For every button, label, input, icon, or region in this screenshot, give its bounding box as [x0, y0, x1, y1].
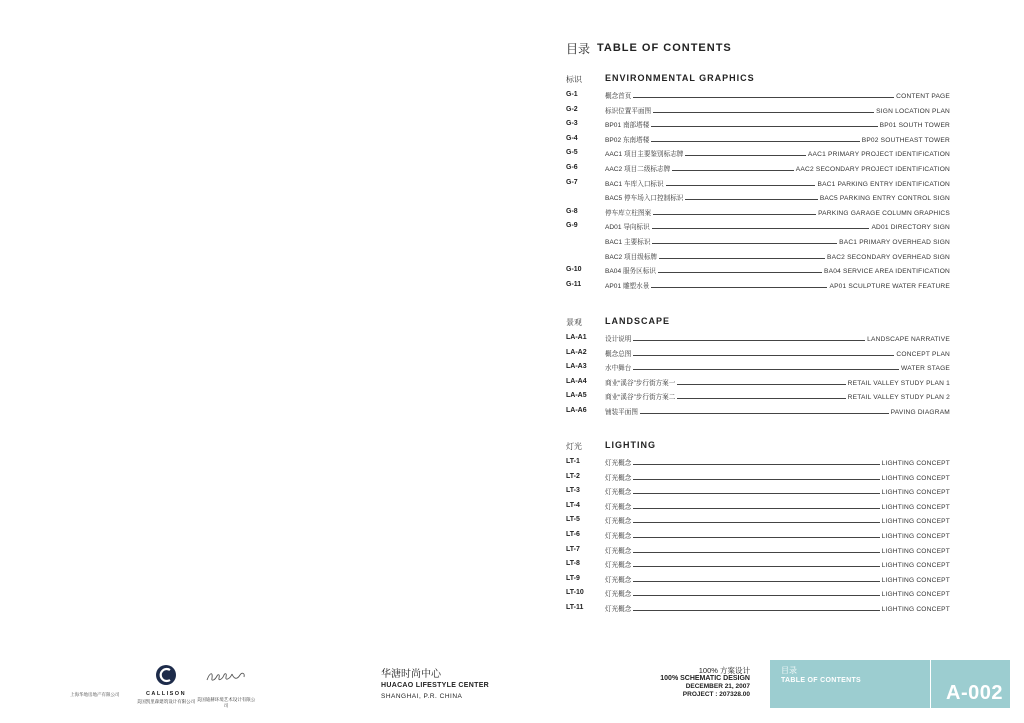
toc-row — [566, 331, 950, 346]
leader-line — [633, 360, 899, 370]
leader-line — [633, 557, 879, 567]
callison-name: CALLISON — [145, 691, 187, 697]
toc-row — [566, 278, 950, 293]
leader-line — [651, 132, 859, 142]
section-landscape — [566, 316, 950, 419]
entry-title-en: PARKING GARAGE COLUMN GRAPHICS — [818, 209, 950, 217]
project-name-zh: 华溏时尚中心 — [381, 669, 441, 680]
leader-line — [651, 278, 827, 288]
toc-row — [566, 389, 950, 404]
sheet-title-block — [770, 660, 1010, 708]
leader-line — [633, 499, 879, 509]
entry-title-zh: 灯光概念 — [605, 562, 632, 570]
project-location: SHANGHAI, P.R. CHINA — [381, 693, 463, 700]
entry-title-en: AAC2 SECONDARY PROJECT IDENTIFICATION — [795, 165, 950, 173]
sheet-code: G-10 — [566, 266, 582, 274]
toc-row — [566, 219, 950, 234]
toc-row — [566, 190, 950, 205]
sheet-code: LT-8 — [566, 560, 580, 568]
entry-title-zh: BAC2 项目级标牌 — [605, 253, 658, 261]
toc-row — [566, 346, 950, 361]
leader-line — [651, 117, 877, 127]
entry-title-zh: 灯光概念 — [605, 518, 632, 526]
toc-row — [566, 375, 950, 390]
sheet-code: LT-7 — [566, 545, 580, 553]
sheet-code: G-5 — [566, 149, 578, 157]
section-environmental — [566, 73, 950, 292]
leader-line — [653, 103, 874, 113]
entry-title-en: LANDSCAPE NARRATIVE — [867, 336, 950, 343]
page-title — [566, 40, 732, 56]
leader-line — [633, 543, 879, 553]
leader-line — [653, 205, 816, 215]
entry-title-en: LIGHTING CONCEPT — [881, 576, 950, 584]
entry-title-zh: 概念总图 — [605, 350, 632, 358]
sheet-code: LA-A1 — [566, 334, 587, 341]
toc-row — [566, 484, 950, 499]
toc-row — [566, 360, 950, 375]
entry-title-en: LIGHTING CONCEPT — [881, 591, 950, 599]
entry-title-zh: 水中舞台 — [605, 365, 632, 373]
entry-title-zh: 设计说明 — [605, 336, 632, 343]
entry-title-en: WATER STAGE — [901, 365, 950, 373]
sheet-code: G-2 — [566, 105, 578, 113]
entry-title-en: RETAIL VALLEY STUDY PLAN 1 — [847, 379, 950, 387]
title-block-divider — [930, 660, 931, 708]
toc-row — [566, 572, 950, 587]
sheet-code: LA-A6 — [566, 406, 587, 414]
section-lighting — [566, 440, 950, 616]
section-label-zh: 标识 — [566, 75, 582, 84]
toc-row — [566, 234, 950, 249]
entry-title-en: BP01 SOUTH TOWER — [879, 122, 950, 130]
entry-title-en: LIGHTING CONCEPT — [881, 547, 950, 555]
entry-title-zh: 灯光概念 — [605, 576, 632, 584]
entry-title-zh: 灯光概念 — [605, 591, 632, 599]
issue-date: DECEMBER 21, 2007 — [685, 683, 750, 690]
sheet-code: G-4 — [566, 134, 578, 142]
sheet-code: LA-A3 — [566, 363, 587, 371]
entry-title-zh: 灯光概念 — [605, 460, 632, 467]
leader-line — [652, 234, 837, 244]
sheet-code: G-11 — [566, 280, 582, 288]
toc-row — [566, 161, 950, 176]
entry-title-en: RETAIL VALLEY STUDY PLAN 2 — [847, 394, 950, 402]
entry-title-zh: 灯光概念 — [605, 532, 632, 540]
leader-line — [633, 601, 879, 611]
entry-title-en: AD01 DIRECTORY SIGN — [871, 224, 950, 232]
entry-title-en: LIGHTING CONCEPT — [881, 460, 950, 467]
leader-line — [633, 586, 879, 596]
entry-title-zh: AAC2 项目二级标志牌 — [605, 165, 671, 173]
toc-row — [566, 543, 950, 558]
entry-title-en: AP01 SCULPTURE WATER FEATURE — [829, 282, 950, 290]
sheet-code: LA-A5 — [566, 392, 587, 400]
section-label-en: LANDSCAPE — [605, 316, 671, 326]
toc-row — [566, 263, 950, 278]
leader-line — [685, 190, 817, 200]
entry-title-en: SIGN LOCATION PLAN — [876, 107, 950, 115]
entry-title-zh: AD01 导向标识 — [605, 224, 650, 232]
callison-caption: 美国凯里森建筑设计有限公司 — [136, 699, 196, 704]
sheet-code: G-6 — [566, 163, 578, 171]
leader-line — [633, 528, 879, 538]
entry-title-en: BAC2 SECONDARY OVERHEAD SIGN — [827, 253, 950, 261]
sheet-code: LT-5 — [566, 516, 580, 524]
leader-line — [633, 513, 879, 523]
entry-title-en: LIGHTING CONCEPT — [881, 518, 950, 526]
entry-title-zh: BAC1 主要标识 — [605, 238, 651, 246]
leader-line — [633, 484, 879, 494]
project-title-block — [381, 669, 489, 702]
leader-line — [633, 331, 865, 341]
entry-title-en: LIGHTING CONCEPT — [881, 605, 950, 613]
section-label-zh: 景观 — [566, 318, 582, 327]
entry-title-zh: 停车库立柱图案 — [605, 209, 652, 217]
developer-logo — [70, 692, 130, 698]
toc-row — [566, 513, 950, 528]
leader-line — [677, 375, 845, 385]
sheet-code: LT-4 — [566, 501, 580, 509]
entry-title-zh: 灯光概念 — [605, 489, 632, 497]
entry-title-zh: 灯光概念 — [605, 503, 632, 511]
toc-entry — [605, 278, 950, 295]
entry-title-zh: 灯光概念 — [605, 605, 632, 613]
toc-row — [566, 601, 950, 616]
leader-line — [633, 572, 879, 582]
toc-row — [566, 249, 950, 264]
sheet-code: G-3 — [566, 120, 578, 128]
entry-title-en: BA04 SERVICE AREA IDENTIFICATION — [824, 268, 950, 276]
section-label-en: LIGHTING — [605, 440, 656, 450]
sheet-code: LT-2 — [566, 472, 580, 480]
entry-title-zh: BP01 南部塔楼 — [605, 122, 650, 130]
sheet-code: LT-3 — [566, 487, 580, 495]
leader-line — [633, 88, 894, 98]
entry-title-en: LIGHTING CONCEPT — [881, 503, 950, 511]
phase-en: 100% SCHEMATIC DESIGN — [660, 675, 750, 682]
leader-line — [640, 404, 889, 414]
callison-logo — [134, 664, 198, 705]
entry-title-en: PAVING DIAGRAM — [890, 408, 950, 416]
entry-title-en: BP02 SOUTHEAST TOWER — [861, 136, 950, 144]
entry-title-zh: 灯光概念 — [605, 474, 632, 482]
entry-title-en: LIGHTING CONCEPT — [881, 474, 950, 482]
toc-row — [566, 528, 950, 543]
leader-line — [666, 176, 816, 186]
sheet-code: G-1 — [566, 91, 578, 98]
toc-row — [566, 132, 950, 147]
toc-list — [566, 331, 950, 419]
leader-line — [685, 146, 806, 156]
leader-line — [652, 219, 870, 229]
project-number: PROJECT : 207328.00 — [682, 691, 750, 698]
entry-title-zh: 灯光概念 — [605, 547, 632, 555]
toc-list — [566, 88, 950, 292]
callison-mark-icon — [155, 664, 177, 686]
sheet-code: LT-9 — [566, 574, 580, 582]
toc-row — [566, 117, 950, 132]
toc-row — [566, 586, 950, 601]
sheet-title-en: TABLE OF CONTENTS — [781, 677, 862, 684]
toc-row — [566, 404, 950, 419]
entry-title-zh: 商业“溪谷”步行街方案一 — [605, 379, 676, 387]
sheet-code: LT-6 — [566, 530, 580, 538]
entry-title-en: LIGHTING CONCEPT — [881, 489, 950, 497]
toc-entry — [605, 601, 950, 618]
entry-title-zh: AP01 雕塑水景 — [605, 282, 650, 290]
toc-row — [566, 470, 950, 485]
sheet-code: LA-A2 — [566, 348, 587, 356]
toc-row — [566, 557, 950, 572]
toc-row — [566, 499, 950, 514]
page-title-en: TABLE OF CONTENTS — [597, 42, 732, 54]
toc-row — [566, 455, 950, 470]
sheet-code: LT-10 — [566, 589, 584, 597]
leader-line — [672, 161, 794, 171]
section-header — [566, 316, 950, 330]
entry-title-zh: BP02 东南塔楼 — [605, 136, 650, 144]
leader-line — [633, 346, 894, 356]
section-label-en: ENVIRONMENTAL GRAPHICS — [605, 73, 755, 83]
toc-row — [566, 88, 950, 103]
toc-row — [566, 176, 950, 191]
sheet-code: LT-1 — [566, 458, 580, 465]
landscape-firm-caption: 美国迪赫环境艺术设计有限公司 — [196, 697, 256, 708]
entry-title-zh: 概念首页 — [605, 93, 632, 100]
entry-title-en: BAC5 PARKING ENTRY CONTROL SIGN — [819, 195, 950, 203]
leader-line — [633, 455, 879, 465]
sheet-code: LA-A4 — [566, 377, 587, 385]
entry-title-en: CONCEPT PLAN — [896, 350, 950, 358]
entry-title-zh: 标识位置平面图 — [605, 107, 652, 115]
entry-title-zh: BA04 服务区标识 — [605, 268, 656, 276]
sheet-code: G-7 — [566, 178, 578, 186]
section-header — [566, 73, 950, 87]
entry-title-en: LIGHTING CONCEPT — [881, 532, 950, 540]
entry-title-en: BAC1 PARKING ENTRY IDENTIFICATION — [817, 180, 950, 188]
entry-title-zh: BAC1 车库入口标识 — [605, 180, 664, 188]
landscape-firm-logo — [195, 668, 257, 709]
toc-row — [566, 103, 950, 118]
section-header — [566, 440, 950, 454]
toc-row — [566, 205, 950, 220]
phase-zh: 100% 方案设计 — [698, 666, 750, 675]
project-name-en: HUACAO LIFESTYLE CENTER — [381, 682, 490, 689]
signature-logo-icon — [204, 668, 248, 686]
toc-row — [566, 146, 950, 161]
entry-title-en: CONTENT PAGE — [896, 93, 950, 100]
entry-title-en: BAC1 PRIMARY OVERHEAD SIGN — [839, 238, 950, 246]
developer-caption: 上海华地房地产有限公司 — [70, 692, 120, 697]
entry-title-en: AAC1 PRIMARY PROJECT IDENTIFICATION — [807, 151, 950, 159]
toc-entry — [605, 404, 950, 421]
entry-title-zh: 铺装平面图 — [605, 408, 638, 416]
toc-list — [566, 455, 950, 616]
entry-title-zh: AAC1 项目主要鉴别标志牌 — [605, 151, 684, 159]
entry-title-zh: BAC5 停车场入口控制标识 — [605, 195, 684, 203]
page-title-zh: 目录 — [566, 41, 591, 56]
sheet-code: G-8 — [566, 207, 578, 215]
leader-line — [659, 249, 825, 259]
phase-block — [640, 667, 750, 699]
sheet-code: LT-11 — [566, 603, 584, 611]
sheet-number: A-002 — [946, 682, 1003, 704]
leader-line — [633, 470, 879, 480]
entry-title-zh: 商业“溪谷”步行街方案二 — [605, 394, 676, 402]
section-label-zh: 灯光 — [566, 442, 582, 451]
leader-line — [658, 263, 822, 273]
sheet-title-zh: 目录 — [781, 666, 797, 675]
sheet-code: G-9 — [566, 222, 578, 230]
leader-line — [677, 389, 845, 399]
entry-title-en: LIGHTING CONCEPT — [881, 562, 950, 570]
